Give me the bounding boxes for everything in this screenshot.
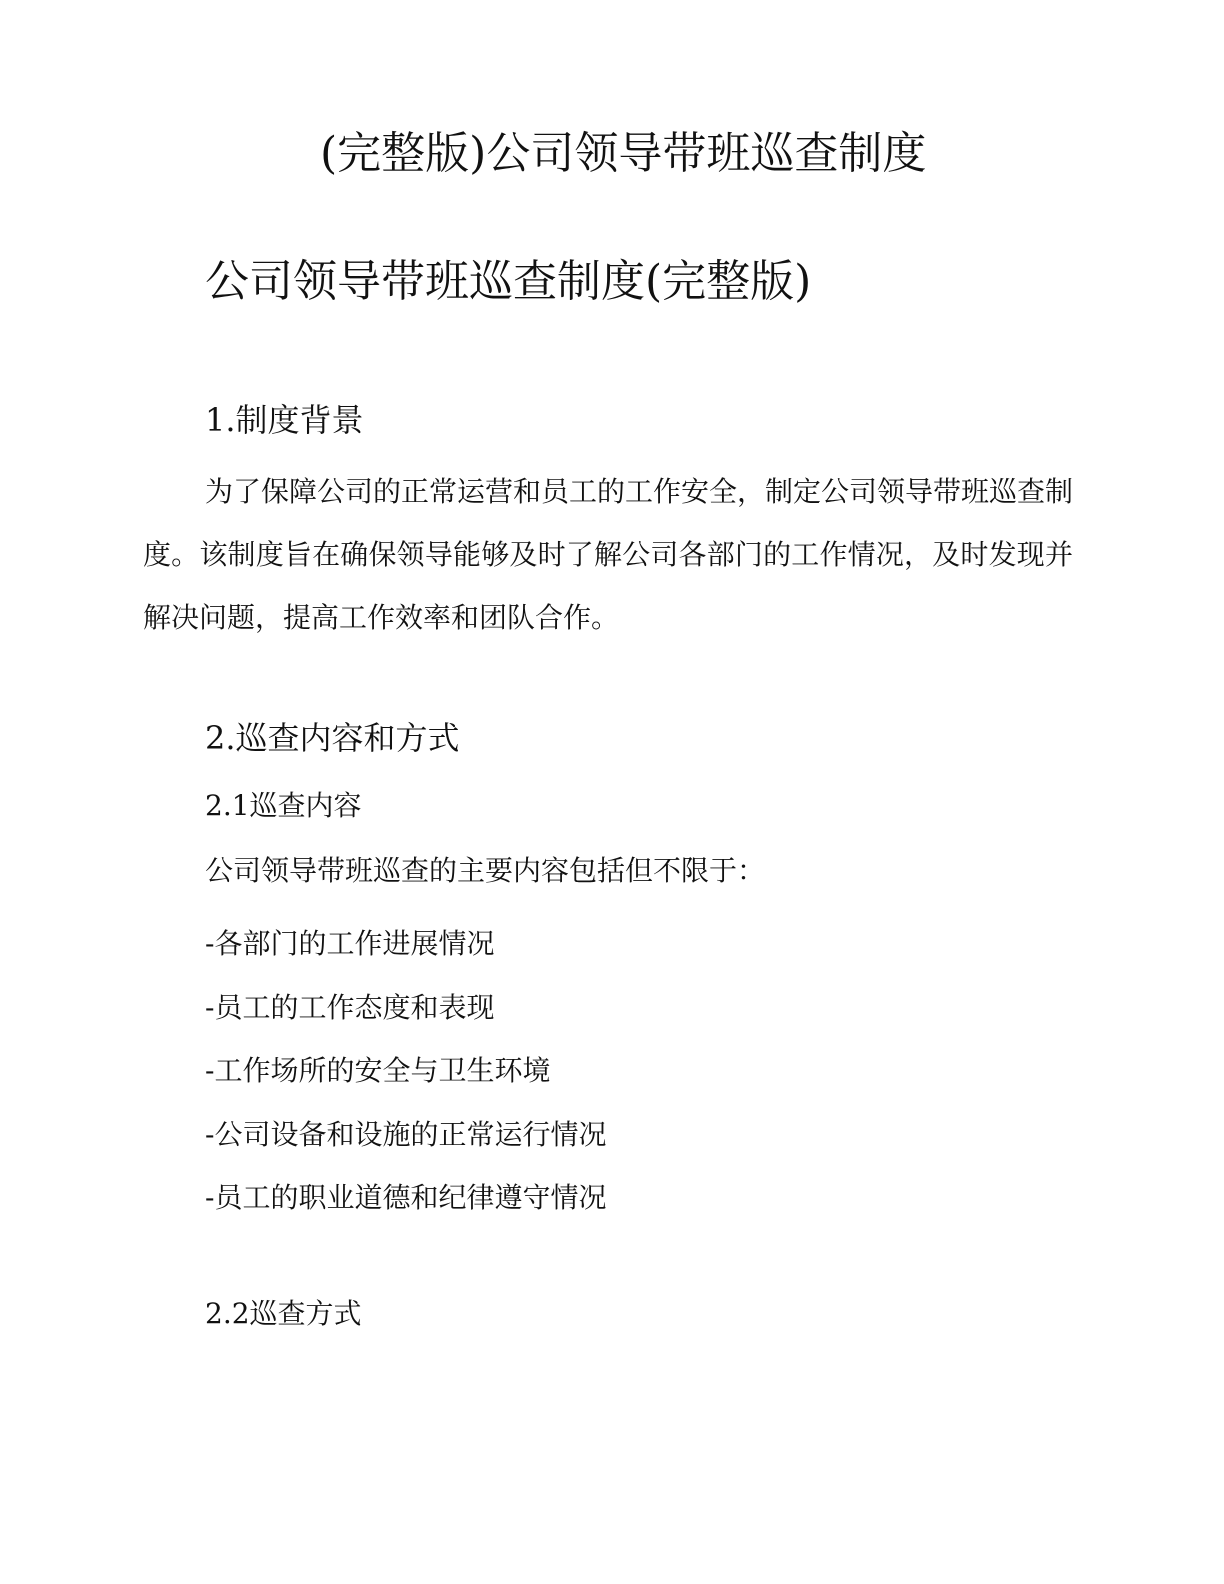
section-2-2-heading: 2.2巡查方式 [205, 1297, 362, 1330]
list-item: -公司设备和设施的正常运行情况 [205, 1117, 607, 1151]
section-1-paragraph: 为了保障公司的正常运营和员工的工作安全，制定公司领导带班巡查制度。该制度旨在确保领导能够及时了解公司各部门的工作情况，及时发现并解决问题，提高工作效率和团队合作。 [143, 475, 1074, 634]
section-2-1-heading: 2.1巡查内容 [205, 789, 362, 822]
section-1-heading: 1.制度背景 [205, 401, 364, 439]
list-item: -工作场所的安全与卫生环境 [205, 1054, 551, 1087]
list-item: -员工的工作态度和表现 [205, 990, 495, 1024]
section-2-heading: 2.巡查内容和方式 [205, 719, 460, 757]
document-subtitle: 公司领导带班巡查制度(完整版) [205, 256, 812, 307]
document-title: (完整版)公司领导带班巡查制度 [320, 128, 927, 179]
section-2-1-intro: 公司领导带班巡查的主要内容包括但不限于： [205, 854, 766, 887]
inspection-content-list [205, 912, 606, 1230]
list-item: -各部门的工作进展情况 [205, 927, 495, 960]
list-item: -员工的职业道德和纪律遵守情况 [205, 1181, 607, 1214]
